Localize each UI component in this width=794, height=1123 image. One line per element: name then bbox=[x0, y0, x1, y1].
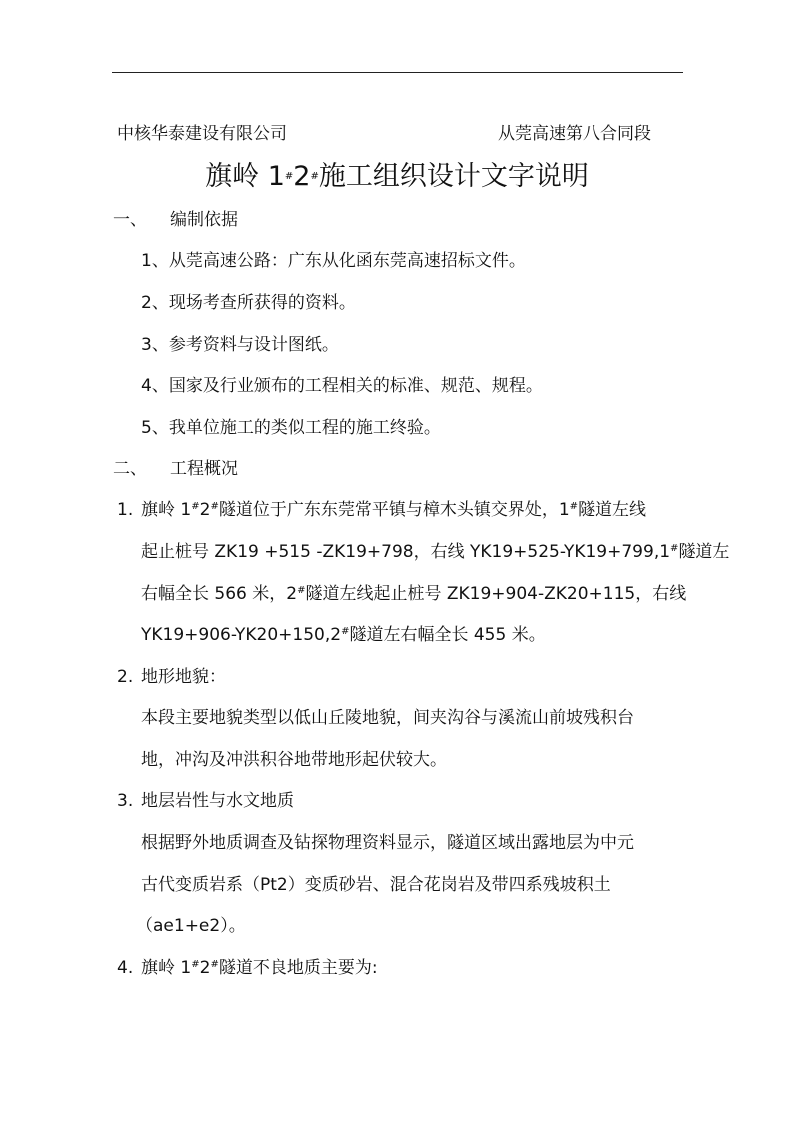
section-1-number: 一、 bbox=[113, 210, 147, 230]
document-title: 旗岭 1#2#施工组织设计文字说明 bbox=[205, 161, 589, 192]
header-rule bbox=[112, 72, 683, 73]
overview-item-1-line-4: YK19+906-YK20+150,2#隧道左右幅全长 455 米。 bbox=[141, 625, 546, 645]
overview-item-3-line-1: 根据野外地质调查及钻探物理资料显示，隧道区域出露地层为中元 bbox=[141, 833, 634, 853]
overview-item-1-line-3: 右幅全长 566 米，2#隧道左线起止桩号 ZK19+904-ZK20+115，右线 bbox=[141, 584, 687, 604]
overview-item-1-number: 1. bbox=[117, 500, 134, 520]
overview-item-3-line-2: 古代变质岩系（Pt2）变质砂岩、混合花岗岩及带四系残坡积土 bbox=[141, 875, 611, 895]
company-name: 中核华泰建设有限公司 bbox=[117, 124, 287, 144]
basis-item-4: 4、国家及行业颁布的工程相关的标准、规范、规程。 bbox=[141, 376, 543, 396]
basis-item-5: 5、我单位施工的类似工程的施工终验。 bbox=[141, 418, 441, 438]
overview-item-2-line-2: 地，冲沟及冲洪积谷地带地形起伏较大。 bbox=[141, 750, 447, 770]
overview-item-4-number: 4. bbox=[117, 958, 134, 978]
overview-item-3-number: 3. bbox=[117, 791, 134, 811]
contract-section: 从莞高速第八合同段 bbox=[498, 124, 651, 144]
basis-item-2: 2、现场考查所获得的资料。 bbox=[141, 293, 356, 313]
overview-item-2-line-1: 本段主要地貌类型以低山丘陵地貌，间夹沟谷与溪流山前坡残积台 bbox=[141, 708, 634, 728]
overview-item-3-heading: 地层岩性与水文地质 bbox=[141, 791, 294, 811]
section-2-heading: 工程概况 bbox=[170, 459, 238, 479]
overview-item-2-number: 2. bbox=[117, 667, 134, 687]
overview-item-4-line-1: 旗岭 1#2#隧道不良地质主要为: bbox=[141, 958, 378, 978]
overview-item-3-line-3: （ae1+e2）。 bbox=[136, 916, 246, 936]
overview-item-1-line-2: 起止桩号 ZK19 +515 -ZK19+798，右线 YK19+525-YK19+799,1#隧道左 bbox=[141, 542, 730, 562]
section-1-heading: 编制依据 bbox=[170, 210, 238, 230]
section-2-number: 二、 bbox=[113, 459, 147, 479]
basis-item-3: 3、参考资料与设计图纸。 bbox=[141, 335, 339, 355]
basis-item-1: 1、从莞高速公路：广东从化函东莞高速招标文件。 bbox=[141, 251, 526, 271]
overview-item-1-line-1: 旗岭 1#2#隧道位于广东东莞常平镇与樟木头镇交界处，1#隧道左线 bbox=[141, 500, 647, 520]
overview-item-2-heading: 地形地貌： bbox=[141, 667, 226, 687]
